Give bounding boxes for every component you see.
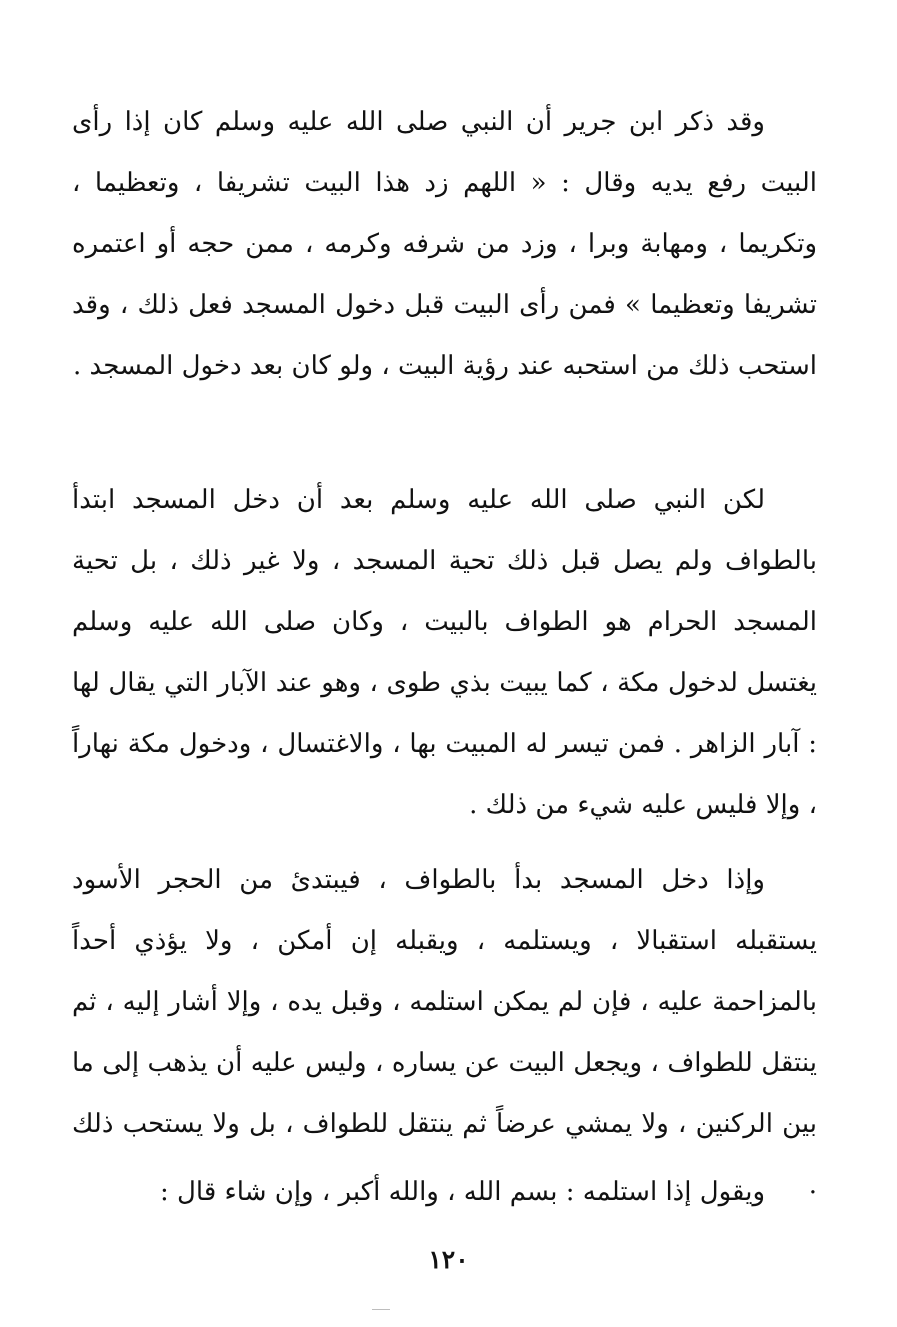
paragraph-1 (72, 92, 817, 397)
paragraph-2 (72, 470, 817, 836)
paragraph-text: ويقول إذا استلمه : بسم الله ، والله أكبر ، وإن شاء قال : (160, 1177, 765, 1207)
paragraph-text: وقد ذكر ابن جرير أن النبي صلى الله عليه وسلم كان إذا رأى البيت رفع يديه وقال : « اللهم زد هذا البيت تشريفا ، وتعظيما ، وتكريما ، ومهابة وبرا ، وزد من شرفه وكرمه ، ممن حجه أو اعتمره تشريفا وتعظيما » فمن رأى البيت قبل دخول المسجد فعل ذلك ، وقد استحب ذلك من استحبه عند رؤية البيت ، ولو كان بعد دخول المسجد . (72, 107, 817, 381)
page-number: ١٢٠ (428, 1245, 469, 1274)
paragraph-text: لكن النبي صلى الله عليه وسلم بعد أن دخل المسجد ابتدأ بالطواف ولم يصل قبل ذلك تحية المسجد ، ولا غير ذلك ، بل تحية المسجد الحرام هو الطواف بالبيت ، وكان صلى الله عليه وسلم يغتسل لدخول مكة ، كما يبيت بذي طوى ، وهو عند الآبار التي يقال لها : آبار الزاهر . فمن تيسر له المبيت بها ، والاغتسال ، ودخول مكة نهاراً ، وإلا فليس عليه شيء من ذلك . (72, 485, 817, 820)
paragraph-4 (72, 1162, 817, 1223)
paragraph-text: وإذا دخل المسجد بدأ بالطواف ، فيبتدئ من الحجر الأسود يستقبله استقبالا ، ويستلمه ، ويقبله إن أمكن ، ولا يؤذي أحداً بالمزاحمة عليه ، فإن لم يمكن استلمه ، وقبل يده ، وإلا أشار إليه ، ثم ينتقل للطواف ، ويجعل البيت عن يساره ، وليس عليه أن يذهب إلى ما بين الركنين ، ولا يمشي عرضاً ثم ينتقل للطواف ، بل ولا يستحب ذلك . (72, 865, 817, 1200)
scan-mark (372, 1309, 390, 1310)
